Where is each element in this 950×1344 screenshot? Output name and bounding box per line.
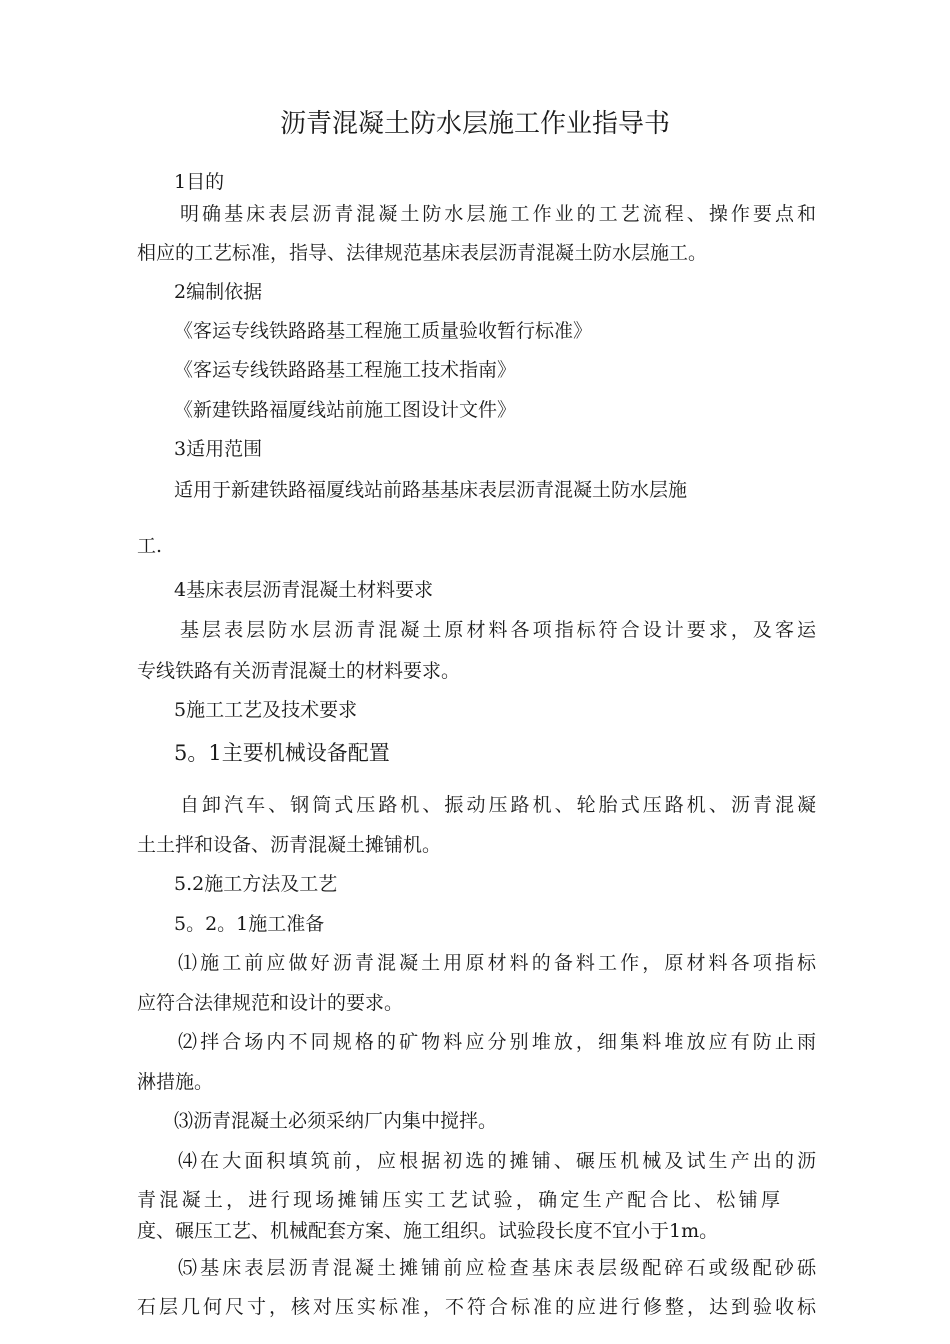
list-item-line: ⑵拌合场内不同规格的矿物料应分别堆放，细集料堆放应有防止雨 bbox=[178, 1031, 816, 1053]
reference-line: 《客运专线铁路路基工程施工技术指南》 bbox=[174, 359, 517, 381]
list-item-line: ⑴施工前应做好沥青混凝土用原材料的备料工作，原材料各项指标 bbox=[178, 952, 816, 974]
list-item-line: ⑶沥青混凝土必须采纳厂内集中搅拌。 bbox=[174, 1110, 498, 1132]
heading-scope: 3适用范围 bbox=[174, 438, 263, 460]
subheading-method: 5.2施工方法及工艺 bbox=[174, 873, 338, 895]
list-item-line: 淋措施。 bbox=[137, 1071, 214, 1093]
list-item-line: 青混凝土，进行现场摊铺压实工艺试验，确定生产配合比、松铺厚 bbox=[137, 1189, 780, 1211]
paragraph-line: 基层表层防水层沥青混凝土原材料各项指标符合设计要求，及客运 bbox=[180, 619, 816, 641]
document-title: 沥青混凝土防水层施工作业指导书 bbox=[279, 109, 670, 139]
heading-materials: 4基床表层沥青混凝土材料要求 bbox=[174, 579, 434, 601]
subheading-equipment: 5。1主要机械设备配置 bbox=[174, 741, 390, 765]
paragraph-line: 明确基床表层沥青混凝土防水层施工作业的工艺流程、操作要点和 bbox=[180, 203, 816, 225]
list-item-line: 度、碾压工艺、机械配套方案、施工组织。试验段长度不宜小于1m。 bbox=[137, 1220, 719, 1242]
list-item-line: ⑷在大面积填筑前，应根据初选的摊铺、碾压机械及试生产出的沥 bbox=[178, 1150, 816, 1172]
paragraph-line: 相应的工艺标准，指导、法律规范基床表层沥青混凝土防水层施工。 bbox=[137, 242, 708, 264]
heading-purpose: 1目的 bbox=[174, 171, 225, 193]
paragraph-line: 适用于新建铁路福厦线站前路基基床表层沥青混凝土防水层施 bbox=[174, 479, 688, 501]
list-item-line: 应符合法律规范和设计的要求。 bbox=[137, 992, 404, 1014]
paragraph-line: 专线铁路有关沥青混凝土的材料要求。 bbox=[137, 660, 461, 682]
paragraph-line: 自卸汽车、钢筒式压路机、振动压路机、轮胎式压路机、沥青混凝 bbox=[180, 794, 816, 816]
reference-line: 《新建铁路福厦线站前施工图设计文件》 bbox=[174, 399, 517, 421]
heading-process: 5施工工艺及技术要求 bbox=[174, 699, 358, 721]
paragraph-line: 工. bbox=[137, 535, 163, 557]
list-item-line: ⑸基床表层沥青混凝土摊铺前应检查基床表层级配碎石或级配砂砾 bbox=[178, 1257, 816, 1279]
paragraph-line: 土土拌和设备、沥青混凝土摊铺机。 bbox=[137, 834, 442, 856]
subheading-preparation: 5。2。1施工准备 bbox=[174, 913, 325, 935]
list-item-line: 石层几何尺寸，核对压实标准，不符合标准的应进行修整，达到验收标 bbox=[137, 1296, 816, 1318]
reference-line: 《客运专线铁路路基工程施工质量验收暂行标准》 bbox=[174, 320, 593, 342]
heading-basis: 2编制依据 bbox=[174, 281, 263, 303]
